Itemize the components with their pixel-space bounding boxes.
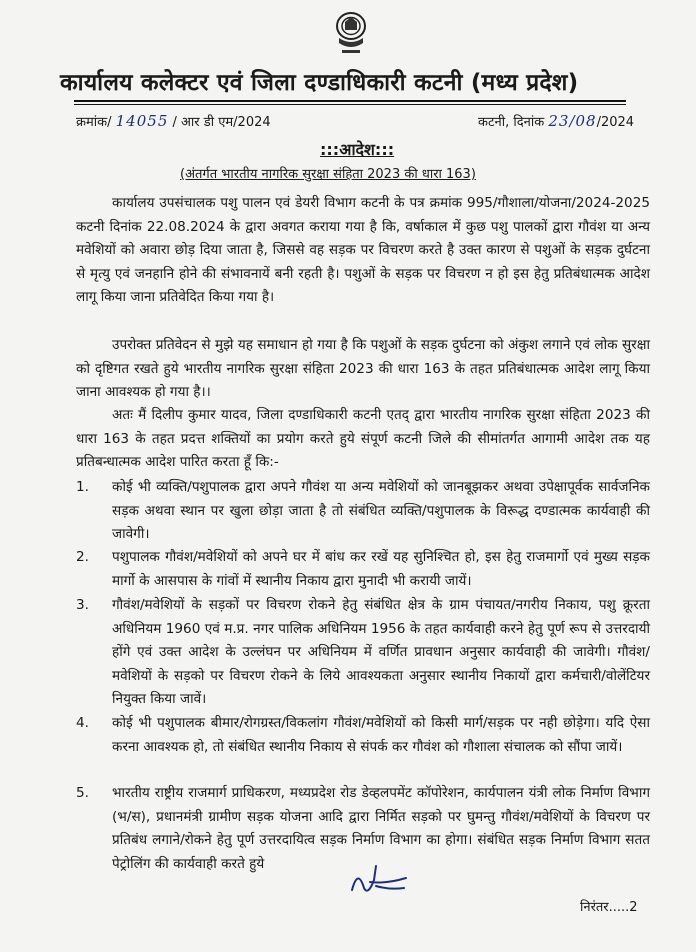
date-year: /2024 xyxy=(596,115,635,130)
list-item-text: कोई भी पशुपालक बीमार/रोगग्रस्त/विकलांग गौवंश/मवेशियों को किसी मार्ग/सड़क पर नही छोड़ेगा। यदि ऐसा करना आवश्यक हो, तो संबंधित स्थानीय निकाय से संपर्क कर गौवंश को गौशाला संचालक को सौंपा जायें। xyxy=(112,715,650,755)
list-item-text: गौवंश/मवेशियों के सड़कों पर विचरण रोकने हेतु संबंधित क्षेत्र के ग्राम पंचायत/नगरीय निकाय, पशु क्रूरता अधिनियम 1960 एवं म.प्र. नगर पालिक अधिनियम 1956 के तहत कार्यवाही करने हेतु पूर्ण रूप से उत्तरदायी होंगे एवं उक्त आदेश के उल्लंघन पर अधिनियम में वर्णित प्रावधान अनुसार कार्यवाही की जावेगी। गौवंश/मवेशियों के सड़को पर विचरण रोकने के लिये आवश्यकता अनुसार स्थानीय निकायों द्वारा कर्मचारी/वोलेंटियर नियुक्त किया जावें। xyxy=(112,597,650,707)
list-item-text: पशुपालक गौवंश/मवेशियों को अपने घर में बांध कर रखें यह सुनिश्चित हो, इस हेतु राजमार्गो एवं मुख्य सड़क मार्गो के आसपास के गांवों में स्थानीय निकाय द्वारा मुनादी भी करायी जायें। xyxy=(112,549,650,589)
list-item xyxy=(76,476,650,547)
title-underline xyxy=(74,100,626,105)
order-title: :::आदेश::: xyxy=(320,140,395,159)
date-handwritten: 23/08 xyxy=(548,112,597,130)
signature-icon xyxy=(346,860,412,900)
list-item xyxy=(76,594,650,712)
reference-number xyxy=(76,112,271,130)
list-item-number: 5. xyxy=(76,785,89,801)
office-title: कार्यालय कलेक्टर एवं जिला दण्डाधिकारी कटनी (मध्य प्रदेश) xyxy=(60,70,579,96)
paragraph-3: अतः मैं दिलीप कुमार यादव, जिला दण्डाधिकारी कटनी एतद् द्वारा भारतीय नागरिक सुरक्षा संहिता 2023 की धारा 163 के तहत प्रदत्त शक्तियों का प्रयोग करते हुये संपूर्ण कटनी जिले की सीमांतर्गत आगामी आदेश तक यह प्रतिबन्धात्मक आदेश पारित करता हूँ कि:- xyxy=(76,407,650,470)
paragraph-1: कार्यालय उपसंचालक पशु पालन एवं डेयरी विभाग कटनी के पत्र क्रमांक 995/गौशाला/योजना/2024-2025 कटनी दिनांक 22.08.2024 के द्वारा अवगत कराया गया है कि, वर्षाकाल में कुछ पशु पालकों द्वारा गौवंश या अन्य मवेशियों को अवारा छोड़ दिया जाता है, जिससे वह सड़क पर विचरण करते है उक्त कारण से पशुओं के सड़क दुर्घटना से मृत्यु एवं जनहानि होने की संभावनायें बनी रहती है। पशुओं के सड़क पर विचरण न हो इस हेतु प्रतिबंधात्मक आदेश लागू किया जाना प्रतिवेदित किया गया है। xyxy=(76,195,650,305)
list-item xyxy=(76,712,650,759)
continued-marker: निरंतर.....2 xyxy=(580,900,638,915)
order-subtitle: (अंतर्गत भारतीय नागरिक सुरक्षा संहिता 2023 की धारा 163) xyxy=(180,167,476,182)
ref-prefix: क्रमांक/ xyxy=(76,115,112,130)
ref-number-handwritten: 14055 xyxy=(115,112,169,130)
list-item-number: 1. xyxy=(76,479,89,495)
list-item-number: 3. xyxy=(76,597,89,613)
paragraph-2: उपरोक्त प्रतिवेदन से मुझे यह समाधान हो गया है कि पशुओं के सड़क दुर्घटना को अंकुश लगाने एवं लोक सुरक्षा को दृष्टिगत रखते हुये भारतीय नागरिक सुरक्षा संहिता 2023 की धारा 163 के तहत प्रतिबंधात्मक आदेश लागू किया जाना आवश्यक हो गया है।। xyxy=(76,337,650,400)
place-date-prefix: कटनी, दिनांक xyxy=(478,115,545,130)
ref-suffix: / आर डी एम/2024 xyxy=(172,115,271,130)
list-item xyxy=(76,546,650,593)
list-item-text: कोई भी व्यक्ति/पशुपालक द्वारा अपने गौवंश या अन्य मवेशियों को जानबूझकर अथवा उपेक्षापूर्वक सार्वजनिक सड़क अथवा स्थान पर खुला छोड़ा जाता है तो संबंधित व्यक्ति/पशुपालक के विरूद्ध दण्डात्मक कार्यवाही की जावेगी। xyxy=(112,479,650,542)
list-item-number: 2. xyxy=(76,549,89,565)
government-emblem-icon xyxy=(330,8,372,58)
place-date xyxy=(478,112,634,130)
list-item-text: भारतीय राष्ट्रीय राजमार्ग प्राधिकरण, मध्यप्रदेश रोड डेव्हलपमेंट कॉपोरेशन, कार्यपालन यंत्री लोक निर्माण विभाग (भ/स), प्रधानमंत्री ग्रामीण सड़क योजना आदि द्वारा निर्मित सड़को पर घुमन्तु गौवंश/मवेशियों के विचरण पर प्रतिबंध लगाने/रोकने हेतु पूर्ण उत्तरदायित्व सड़क निर्माण विभाग का होगा। संबंधित सड़क निर्माण विभाग सतत पेट्रोलिंग की कार्यवाही करते हुये xyxy=(112,785,650,872)
list-item-number: 4. xyxy=(76,715,89,731)
